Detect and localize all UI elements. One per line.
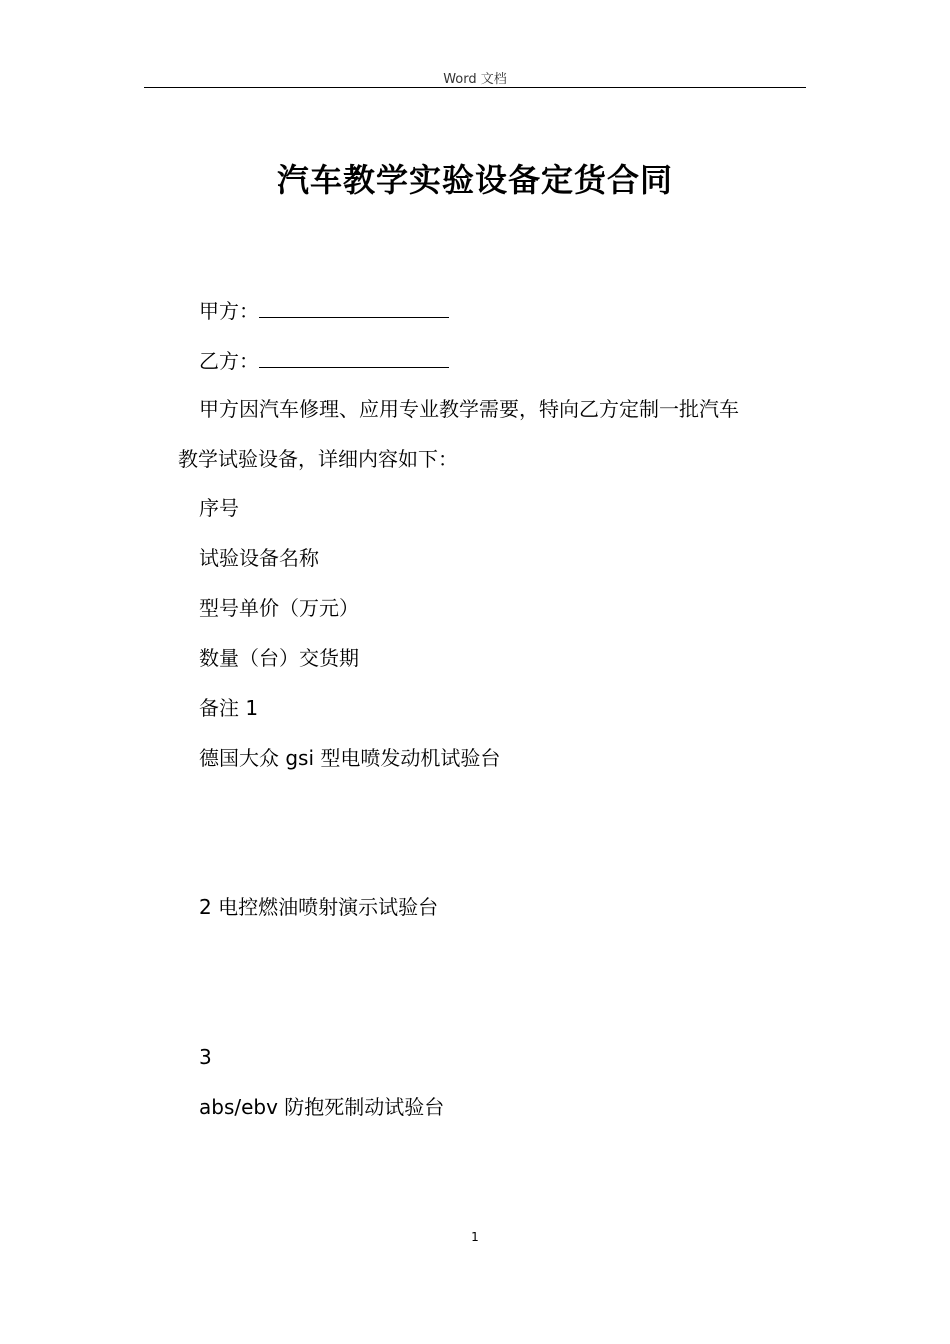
column-remark-item1: 备注 1: [199, 696, 259, 720]
column-serial: 序号: [199, 496, 239, 520]
header-text: Word 文档: [443, 72, 507, 87]
intro-line-1: 甲方因汽车修理、应用专业教学需要，特向乙方定制一批汽车: [199, 397, 739, 421]
item3-number: 3: [199, 1045, 212, 1069]
page-number: 1: [471, 1230, 479, 1244]
party-a-line: [199, 297, 449, 323]
document-title: 汽车教学实验设备定货合同: [276, 161, 673, 199]
item1-name: 德国大众 gsi 型电喷发动机试验台: [199, 746, 501, 770]
party-b-blank: [259, 347, 449, 368]
intro-line-2: 教学试验设备，详细内容如下：: [178, 447, 458, 471]
party-a-label: 甲方：: [199, 299, 259, 323]
party-b-label: 乙方：: [199, 349, 259, 373]
item2-line: 2 电控燃油喷射演示试验台: [199, 895, 439, 919]
party-b-line: [199, 347, 449, 373]
column-name: 试验设备名称: [199, 546, 319, 570]
column-model-price: 型号单价（万元）: [199, 596, 359, 620]
header-divider: [144, 87, 806, 88]
item3-name: abs/ebv 防抱死制动试验台: [199, 1095, 445, 1119]
party-a-blank: [259, 297, 449, 318]
column-quantity-delivery: 数量（台）交货期: [199, 646, 359, 670]
